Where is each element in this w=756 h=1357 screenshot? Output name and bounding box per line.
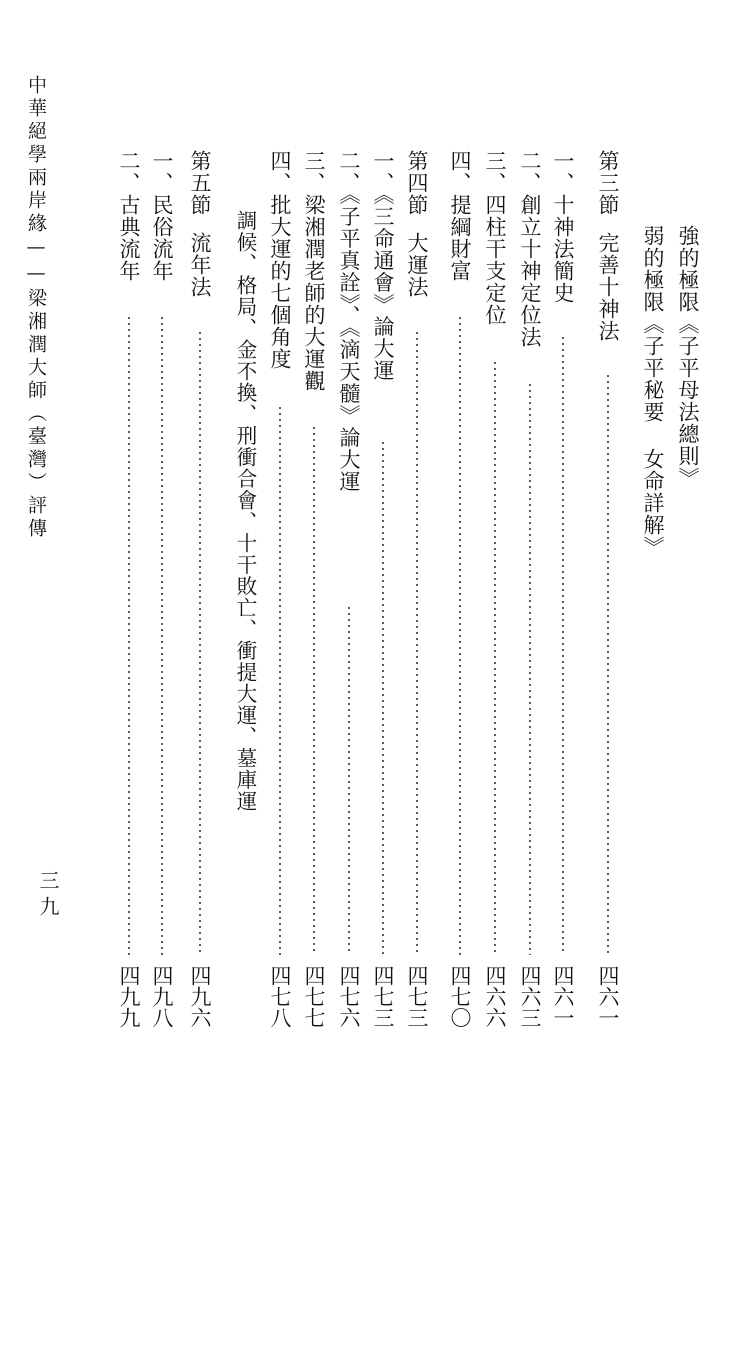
dot-leader (382, 440, 384, 955)
section-title: 流年法 (188, 232, 212, 298)
toc-entry-4-4-detail (233, 210, 257, 1342)
toc-entry-label: 四、批大運的七個角度 (268, 150, 292, 370)
toc-entry-3-1 (551, 150, 575, 1282)
toc-entry-label: 強的極限《子平母法總則》 (676, 225, 700, 489)
section-title: 完善十神法 (596, 232, 620, 342)
toc-section-4 (405, 150, 429, 1282)
toc-entry-label: 四、提綱財富 (448, 150, 472, 282)
toc-entry-4-1 (371, 150, 395, 1282)
toc-page-number: 四六一 (551, 965, 575, 1028)
toc-entry-label: 二、創立十神定位法 (518, 150, 542, 348)
toc-entry-5-1 (150, 150, 174, 1282)
toc-page-number: 四六一 (596, 965, 620, 1028)
dot-leader (562, 335, 564, 955)
dot-leader (459, 315, 461, 955)
toc-entry-label: 一、民俗流年 (150, 150, 174, 282)
toc-page-number: 四七〇 (448, 965, 472, 1028)
toc-entry-3-4 (448, 150, 472, 1282)
toc-entry-4-3 (302, 150, 326, 1282)
toc-entry-label: 一、《三命通會》論大運 (371, 150, 395, 382)
toc-page-number: 四六三 (518, 965, 542, 1028)
dot-leader (494, 360, 496, 955)
toc-entry-label: 二、《子平真詮》、《滴天髓》論大運 (337, 150, 361, 493)
toc-entry-5-2 (117, 150, 141, 1282)
dot-leader (199, 330, 201, 955)
toc-entry-strong-limit (676, 225, 700, 1357)
toc-page-number: 四七八 (268, 965, 292, 1028)
toc-page-number: 四六六 (483, 965, 507, 1028)
toc-entry-4-2 (337, 150, 361, 1282)
dot-leader (313, 425, 315, 955)
section-number: 第四節 (405, 150, 429, 216)
toc-entry-label: 三、四柱干支定位 (483, 150, 507, 326)
dot-leader (348, 605, 350, 955)
section-title: 大運法 (405, 232, 429, 298)
toc-page-number: 四九六 (188, 965, 212, 1028)
page-number: 三九 (36, 870, 60, 922)
toc-entry-label: 調候、格局、金不換、刑衝合會、十干敗亡、衝提大運、墓庫運 (233, 210, 257, 812)
toc-entry-label: 一、十神法簡史 (551, 150, 575, 304)
toc-page-number: 四七七 (302, 965, 326, 1028)
toc-entry-label: 三、梁湘潤老師的大運觀 (302, 150, 326, 392)
toc-page-number: 四七六 (337, 965, 361, 1028)
toc-entry-3-2 (518, 150, 542, 1282)
toc-page-number: 四七三 (371, 965, 395, 1028)
running-head: 中華絕學兩岸緣——梁湘潤大師（臺灣）評傳 (25, 75, 47, 541)
toc-section-5 (188, 150, 212, 1282)
toc-entry-weak-limit (641, 225, 665, 1357)
dot-leader (607, 373, 609, 953)
dot-leader (416, 330, 418, 955)
toc-entry-label: 二、古典流年 (117, 150, 141, 282)
toc-entry-4-4 (268, 150, 292, 1282)
section-number: 第三節 (596, 150, 620, 216)
dot-leader (529, 382, 531, 955)
dot-leader (279, 405, 281, 955)
section-number: 第五節 (188, 150, 212, 216)
toc-entry-label: 弱的極限《子平秘要 女命詳解》 (641, 225, 665, 558)
toc-entry-3-3 (483, 150, 507, 1282)
dot-leader (128, 315, 130, 955)
toc-page-number: 四七三 (405, 965, 429, 1028)
dot-leader (161, 315, 163, 955)
toc-section-3 (596, 150, 620, 1282)
toc-page-number: 四九八 (150, 965, 174, 1028)
toc-page-number: 四九九 (117, 965, 141, 1028)
